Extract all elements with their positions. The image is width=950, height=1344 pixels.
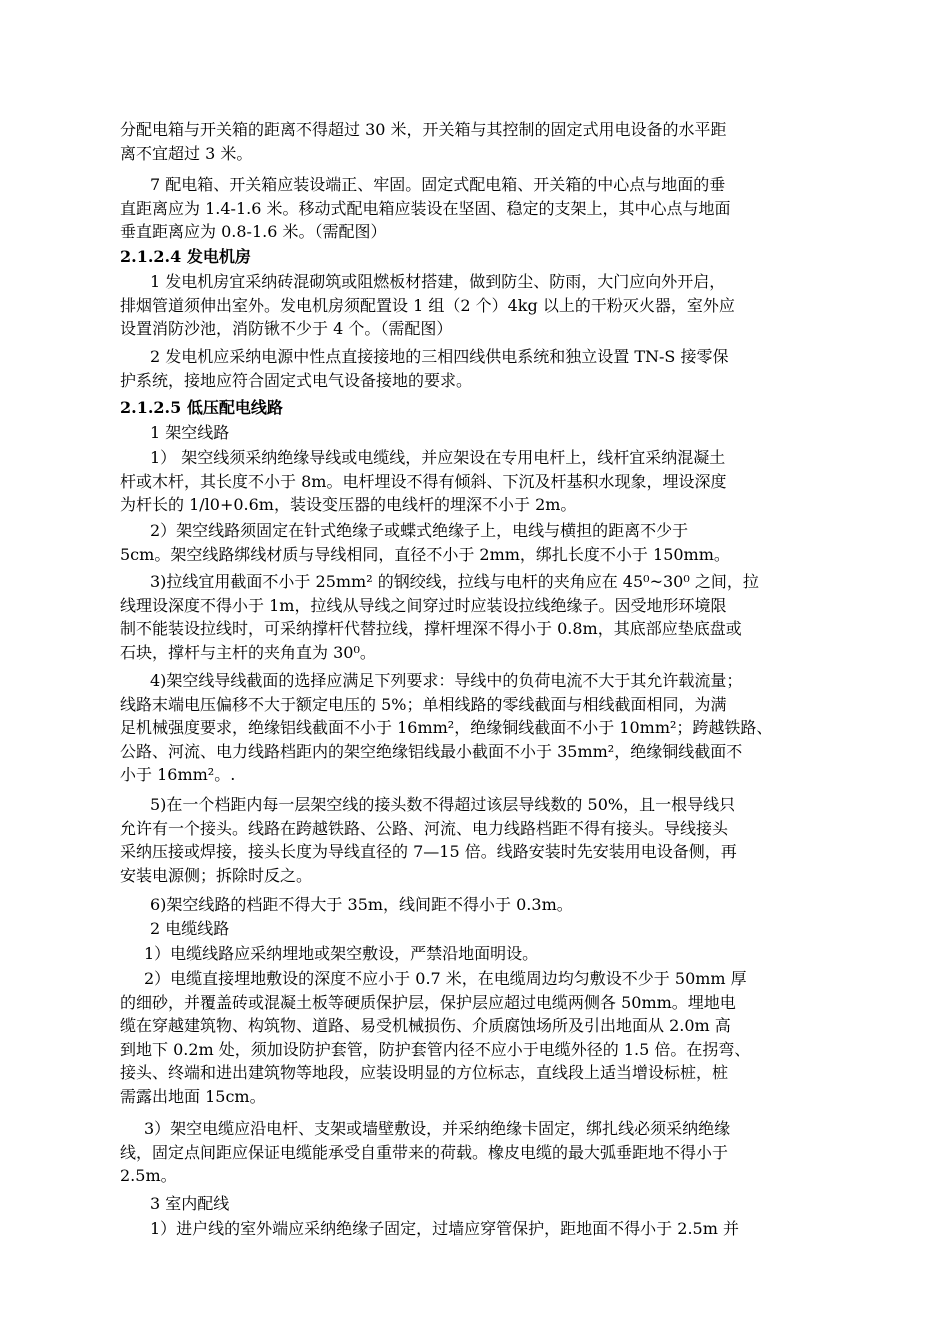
text-line: 2.5m。 — [120, 1166, 177, 1186]
paragraph-p16 — [120, 1192, 860, 1216]
text-line: 接头、终端和进出建筑物等地段，应装设明显的方位标志，直线段上适当增设标桩，桩 — [120, 1063, 729, 1083]
text-line: 制不能装设拉线时，可采纳撑杆代替拉线，撑杆埋深不得小于 0.8m，其底部应垫底盘或 — [120, 619, 742, 639]
text-line: 3 室内配线 — [150, 1194, 230, 1213]
text-line: 杆或木杆，其长度不小于 8m。电杆埋设不得有倾斜、下沉及杆基积水现象，埋设深度 — [120, 471, 727, 491]
text-line: 小于 16mm²。. — [120, 765, 236, 785]
text-line: 石块，撑杆与主杆的夹角直为 30⁰。 — [120, 642, 376, 662]
paragraph-p4 — [120, 345, 860, 392]
paragraph-p5 — [120, 421, 860, 445]
text-line: 线，固定点间距应保证电缆能承受自重带来的荷载。橡皮电缆的最大弧垂距地不得小于 — [120, 1142, 729, 1162]
paragraph-p10 — [120, 793, 860, 887]
paragraph-p15 — [120, 1117, 860, 1188]
text-line: 线理设深度不得小于 1m，拉线从导线之间穿过时应装设拉线绝缘子。因受地形环境限 — [120, 595, 727, 615]
text-line: 足机械强度要求，绝缘铝线截面不小于 16mm²，绝缘铜线截面不小于 10mm²；跨越铁路、 — [120, 718, 773, 738]
text-line: 允许有一个接头。线路在跨越铁路、公路、河流、电力线路档距不得有接头。导线接头 — [120, 818, 729, 838]
paragraph-p3 — [120, 270, 860, 341]
paragraph-p14 — [120, 967, 860, 1109]
text-line: 的细砂，并覆盖砖或混凝土板等硬质保护层，保护层应超过电缆两侧各 50mm。埋地电 — [120, 992, 736, 1012]
text-line: 缆在穿越建筑物、构筑物、道路、易受机械损伤、介质腐蚀场所及引出地面从 2.0m 高 — [120, 1016, 731, 1036]
text-line: 2 电缆线路 — [150, 919, 230, 938]
text-line: 4)架空线导线截面的选择应满足下列要求：导线中的负荷电流不大于其允许载流量； — [150, 671, 743, 690]
text-line: 设置消防沙池，消防锹不少于 4 个。（需配图） — [120, 319, 453, 339]
text-line: 7 配电箱、开关箱应装设端正、牢固。固定式配电箱、开关箱的中心点与地面的垂 — [150, 175, 726, 194]
paragraph-p6 — [120, 446, 860, 517]
text-line: 6)架空线路的档距不得大于 35m，线间距不得小于 0.3m。 — [150, 895, 573, 914]
heading-text: 2.1.2.4 发电机房 — [120, 247, 251, 266]
text-line: 为杆长的 1/l0+0.6m，装设变压器的电线杆的埋深不小于 2m。 — [120, 495, 577, 515]
text-line: 线路末端电压偏移不大于额定电压的 5%；单相线路的零线截面与相线截面相同，为满 — [120, 694, 727, 714]
paragraph-p12 — [120, 917, 860, 941]
paragraph-p8 — [120, 570, 860, 664]
paragraph-p9 — [120, 669, 860, 787]
paragraph-p13 — [120, 942, 860, 966]
text-line: 采纳压接或焊接，接头长度为导线直径的 7—15 倍。线路安装时先安装用电设备侧，再 — [120, 842, 737, 862]
text-line: 分配电箱与开关箱的距离不得超过 30 米，开关箱与其控制的固定式用电设备的水平距 — [120, 120, 727, 139]
text-line: 离不宜超过 3 米。 — [120, 143, 253, 163]
paragraph-p11 — [120, 893, 860, 917]
text-line: 需露出地面 15cm。 — [120, 1086, 266, 1106]
text-line: 1）电缆线路应采纳埋地或架空敷设，严禁沿地面明设。 — [144, 944, 539, 963]
text-line: 3）架空电缆应沿电杆、支架或墙壁敷设，并采纳绝缘卡固定，绑扎线必须采纳绝缘 — [144, 1119, 731, 1138]
paragraph-p2 — [120, 173, 860, 244]
section-heading — [120, 245, 860, 269]
text-line: 排烟管道须伸出室外。发电机房须配置设 1 组（2 个）4kg 以上的干粉灭火器，室外应 — [120, 295, 735, 315]
text-line: 2）架空线路须固定在针式绝缘子或蝶式绝缘子上，电线与横担的距离不少于 — [150, 521, 689, 540]
text-line: 5)在一个档距内每一层架空线的接头数不得超过该层导线数的 50%，且一根导线只 — [150, 795, 736, 814]
text-line: 3)拉线宜用截面不小于 25mm² 的钢绞线，拉线与电杆的夹角应在 45⁰~30⁰ 之间，拉 — [150, 572, 759, 591]
paragraph-p1 — [120, 118, 860, 165]
text-line: 1）进户线的室外端应采纳绝缘子固定，过墙应穿管保护，距地面不得小于 2.5m 并 — [150, 1219, 739, 1238]
text-line: 垂直距离应为 0.8-1.6 米。（需配图） — [120, 222, 387, 242]
text-line: 直距离应为 1.4-1.6 米。移动式配电箱应装设在坚固、稳定的支架上，其中心点与地面 — [120, 198, 731, 218]
paragraph-p17 — [120, 1217, 860, 1241]
text-line: 1） 架空线须采纳绝缘导线或电缆线，并应架设在专用电杆上，线杆宜采纳混凝土 — [150, 448, 726, 467]
text-line: 到地下 0.2m 处，须加设防护套管，防护套管内径不应小于电缆外径的 1.5 倍。在拐弯、 — [120, 1039, 751, 1059]
text-line: 1 发电机房宜采纳砖混砌筑或阻燃板材搭建，做到防尘、防雨，大门应向外开启， — [150, 272, 726, 291]
text-line: 5cm。架空线路绑线材质与导线相同，直径不小于 2mm，绑扎长度不小于 150mm。 — [120, 544, 730, 564]
section-heading — [120, 396, 860, 420]
text-line: 2）电缆直接埋地敷设的深度不应小于 0.7 米，在电缆周边均匀敷设不少于 50mm 厚 — [144, 969, 747, 988]
text-line: 公路、河流、电力线路档距内的架空绝缘铝线最小截面不小于 35mm²，绝缘铜线截面不 — [120, 741, 743, 761]
text-line: 1 架空线路 — [150, 423, 230, 442]
heading-text: 2.1.2.5 低压配电线路 — [120, 398, 283, 417]
text-line: 护系统，接地应符合固定式电气设备接地的要求。 — [120, 370, 473, 390]
text-line: 安装电源侧；拆除时反之。 — [120, 865, 313, 885]
paragraph-p7 — [120, 519, 860, 566]
text-line: 2 发电机应采纳电源中性点直接接地的三相四线供电系统和独立设置 TN-S 接零保 — [150, 347, 729, 366]
